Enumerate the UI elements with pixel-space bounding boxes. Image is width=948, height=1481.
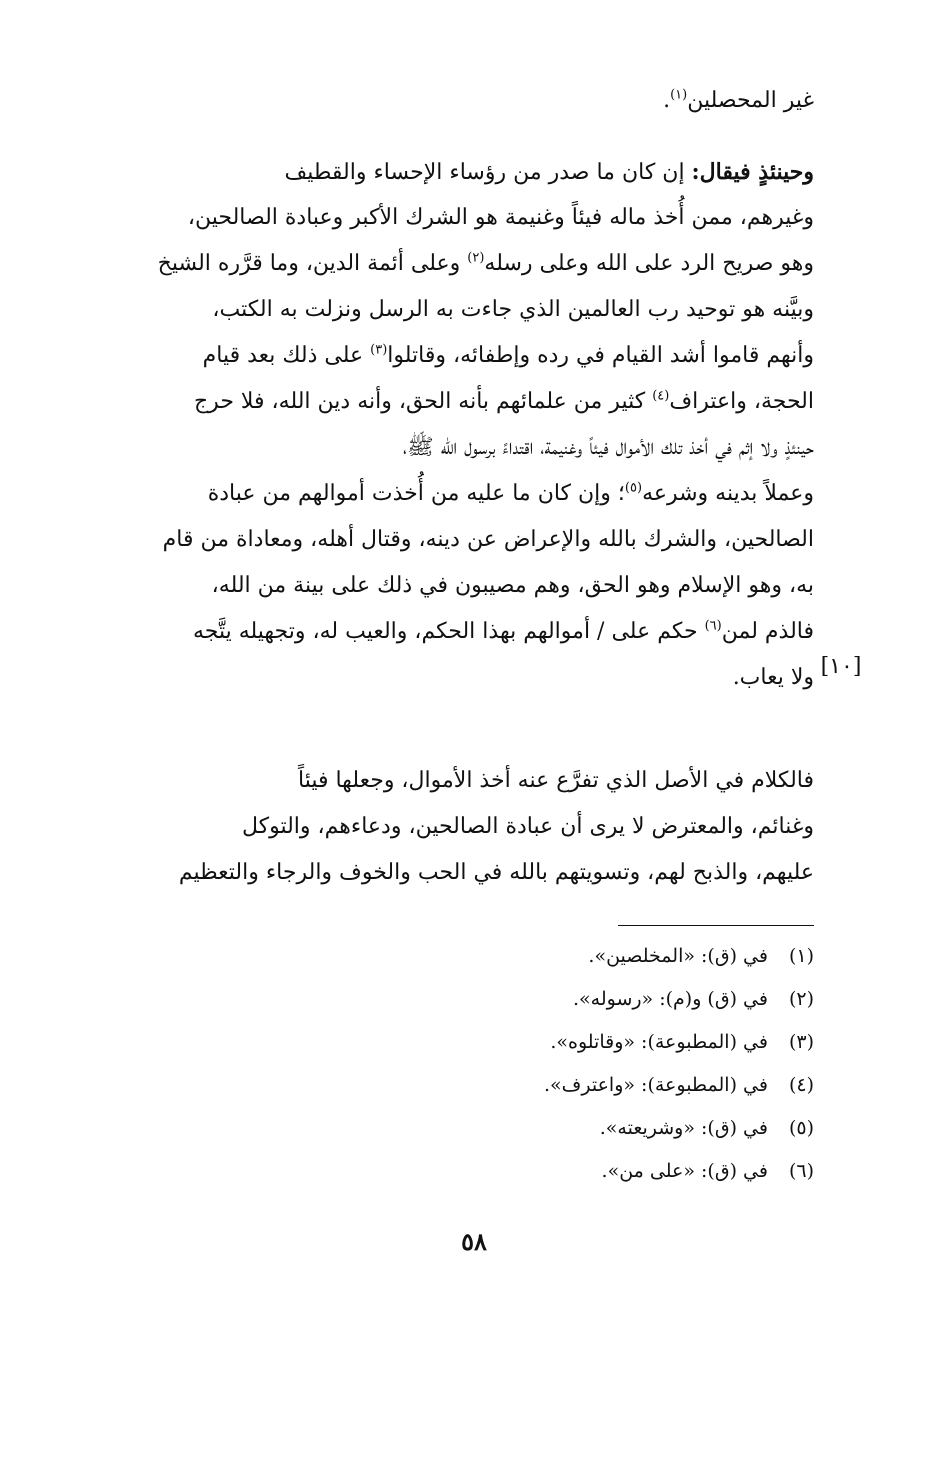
footnote-number: (١) xyxy=(788,945,814,967)
footnote xyxy=(602,1153,814,1189)
text-line xyxy=(80,241,814,287)
text-run: على ذلك بعد قيام xyxy=(202,343,371,368)
text-line: وغيرهم، ممن أُخذ ماله فيئاً وغنيمة هو الشرك الأكبر وعبادة الصالحين، xyxy=(187,205,814,230)
manuscript-page-marker: [١٠] xyxy=(820,654,862,679)
text-line xyxy=(80,149,814,195)
footnote-number: (٤) xyxy=(788,1074,814,1096)
footnote-ref: (٢) xyxy=(467,250,485,266)
text-line xyxy=(80,78,814,124)
footnote xyxy=(544,1067,814,1103)
footnote-text: في (ق) و(م): «رسوله». xyxy=(573,988,768,1010)
text-run: غير المحصلين xyxy=(687,88,814,113)
text-run: وعملاً بدينه وشرعه xyxy=(642,481,814,506)
footnote-number: (٢) xyxy=(788,988,814,1010)
footnote-ref: (٣) xyxy=(370,342,388,358)
text-line: حينئذٍ ولا إثم في أخذ تلك الأموال فيئاً وغنيمة، اقتداءً برسول الله ﷺ، xyxy=(402,435,814,460)
page-number: ٥٨ xyxy=(461,1227,487,1256)
text-run: إن كان ما صدر من رؤساء الإحساء والقطيف xyxy=(284,160,692,185)
text-line: وغنائم، والمعترض لا يرى أن عبادة الصالحين، ودعاءهم، والتوكل xyxy=(241,814,814,839)
text-run: وأنهم قاموا أشد القيام في رده وإطفائه، وقاتلوا xyxy=(387,343,814,368)
text-run: وعلى أئمة الدين، وما قرَّره الشيخ xyxy=(157,251,468,276)
text-run: كثير من علمائهم بأنه الحق، وأنه دين الله، فلا حرج xyxy=(193,389,653,414)
text-line: الصالحين، والشرك بالله والإعراض عن دينه، وقتال أهله، ومعاداة من قام xyxy=(162,527,814,552)
footnote-number: (٦) xyxy=(788,1160,814,1182)
footnote-ref: (٥) xyxy=(624,480,643,496)
text-run: الحجة، واعتراف xyxy=(669,389,814,414)
text-run: فالذم لمن xyxy=(721,619,814,644)
footnote-ref: (١) xyxy=(670,87,688,103)
paragraph-lead: وحينئذٍ فيقال: xyxy=(691,159,814,185)
text-line xyxy=(80,333,814,379)
text-line: ولا يعاب. xyxy=(732,665,814,690)
text-line: عليهم، والذبح لهم، وتسويتهم بالله في الحب والخوف والرجاء والتعظيم xyxy=(178,860,814,885)
footnote xyxy=(573,981,814,1017)
text-line xyxy=(80,471,814,517)
text-run: ؛ وإن كان ما عليه من أُخذت أموالهم من عبادة xyxy=(207,481,625,506)
text-run: حكم على / أموالهم بهذا الحكم، والعيب له، وتجهيله يتَّجه xyxy=(192,619,705,644)
footnote-text: في (ق): «على من». xyxy=(601,1160,768,1182)
text-line xyxy=(80,379,814,425)
footnote xyxy=(588,938,814,974)
footnote-text: في (المطبوعة): «وقاتلوه». xyxy=(550,1031,768,1053)
footnote xyxy=(600,1110,814,1146)
text-run: وهو صريح الرد على الله وعلى رسله xyxy=(484,251,814,276)
footnote-ref: (٦) xyxy=(704,618,722,634)
footnote xyxy=(550,1024,814,1060)
text-run: . xyxy=(663,88,671,113)
text-line: فالكلام في الأصل الذي تفرَّع عنه أخذ الأموال، وجعلها فيئاً xyxy=(297,768,814,793)
text-line xyxy=(80,609,814,655)
footnote-separator xyxy=(618,925,814,926)
text-line: وبيَّنه هو توحيد رب العالمين الذي جاءت به الرسل ونزلت به الكتب، xyxy=(212,297,814,322)
footnote-ref: (٤) xyxy=(652,388,670,404)
footnote-text: في (ق): «المخلصين». xyxy=(588,945,768,967)
footnote-number: (٣) xyxy=(788,1031,814,1053)
footnote-text: في (المطبوعة): «واعترف». xyxy=(544,1074,768,1096)
footnote-number: (٥) xyxy=(788,1117,814,1139)
text-line: به، وهو الإسلام وهو الحق، وهم مصيبون في ذلك على بينة من الله، xyxy=(211,573,814,598)
footnote-text: في (ق): «وشريعته». xyxy=(599,1117,768,1139)
